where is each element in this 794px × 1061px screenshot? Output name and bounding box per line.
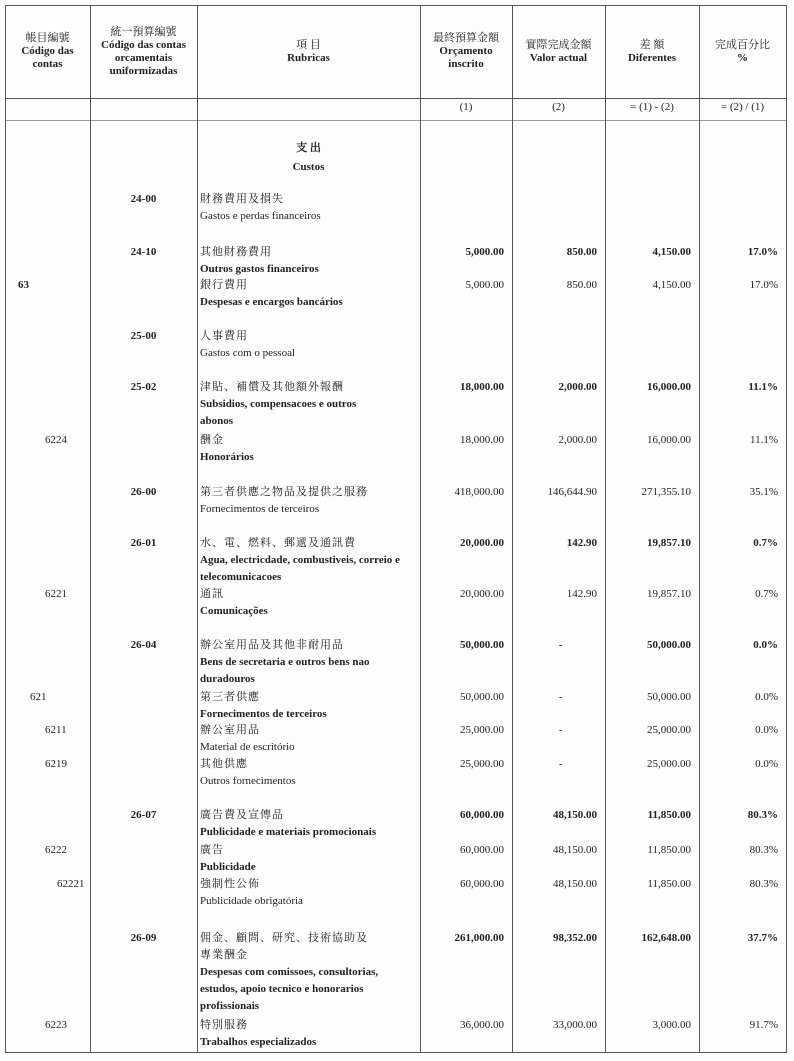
- budget-code: 26-04: [130, 639, 157, 651]
- actual-amount: 33,000.00: [553, 1019, 597, 1031]
- completion-percent: 80.3%: [749, 844, 778, 856]
- rubric-pt: Publicidade e materiais promocionais: [200, 826, 377, 838]
- actual-amount: -: [558, 724, 563, 736]
- budget-amount: 5,000.00: [465, 279, 504, 291]
- budget-code: 26-09: [130, 932, 157, 944]
- account-code: 6222: [45, 844, 67, 856]
- actual-amount: 2,000.00: [558, 381, 597, 393]
- difference-amount: 16,000.00: [647, 381, 691, 393]
- completion-percent: 0.7%: [753, 537, 778, 549]
- column-header-zh: 統一預算編號: [110, 25, 177, 38]
- rubric-zh: 特別服務: [200, 1019, 248, 1031]
- column-header-pt: Diferentes: [627, 51, 677, 64]
- column-divider: [197, 5, 198, 1053]
- actual-amount: -: [558, 758, 563, 770]
- budget-code: 25-02: [130, 381, 157, 393]
- column-number: = (1) - (2): [630, 101, 674, 113]
- difference-amount: 11,850.00: [647, 809, 691, 821]
- budget-code: 24-00: [130, 193, 157, 205]
- budget-amount: 20,000.00: [460, 588, 504, 600]
- difference-amount: 25,000.00: [647, 758, 691, 770]
- column-header: [699, 5, 786, 98]
- column-divider: [699, 5, 700, 1053]
- column-header: [90, 5, 197, 98]
- account-code: 6224: [45, 434, 67, 446]
- rubric-pt: Outros fornecimentos: [200, 775, 296, 787]
- budget-code: 26-01: [130, 537, 157, 549]
- budget-code: 26-00: [130, 486, 157, 498]
- rubric-pt: Publicidade obrigatória: [200, 895, 303, 907]
- difference-amount: 4,150.00: [652, 246, 691, 258]
- table-border-bottom: [5, 1052, 786, 1053]
- column-header-zh: 帳目編號: [25, 32, 70, 44]
- actual-amount: 146,644.90: [547, 486, 597, 498]
- budget-amount: 36,000.00: [460, 1019, 504, 1031]
- budget-amount: 60,000.00: [460, 878, 504, 890]
- column-header-pt: Orçamento inscrito: [439, 45, 493, 70]
- budget-amount: 25,000.00: [460, 758, 504, 770]
- actual-amount: 850.00: [566, 246, 597, 258]
- rubric-pt: profissionais: [200, 1000, 260, 1012]
- budget-amount: 418,000.00: [454, 486, 504, 498]
- rubric-pt: Gastos com o pessoal: [200, 347, 296, 359]
- rubric-zh: 佣金、顧問、研究、技術協助及: [200, 932, 368, 944]
- rubric-pt: Trabalhos especializados: [200, 1036, 317, 1048]
- rubric-pt: Despesas e encargos bancários: [200, 296, 343, 308]
- rubric-pt: Despesas com comissoes, consultorias,: [200, 966, 379, 978]
- difference-amount: 11,850.00: [647, 878, 691, 890]
- column-header-pt: %: [737, 51, 748, 64]
- column-divider: [90, 5, 91, 1053]
- column-divider: [605, 5, 606, 1053]
- budget-amount: 60,000.00: [460, 809, 504, 821]
- budget-code: 24-10: [130, 246, 157, 258]
- rubric-pt: Subsidios, compensacoes e outros: [200, 398, 357, 410]
- difference-amount: 4,150.00: [652, 279, 691, 291]
- difference-amount: 50,000.00: [647, 639, 691, 651]
- rubric-zh: 廣告: [200, 844, 224, 856]
- difference-amount: 11,850.00: [647, 844, 691, 856]
- account-code: 62221: [57, 878, 85, 890]
- column-header-pt: Código das contas: [21, 45, 74, 70]
- completion-percent: 11.1%: [748, 381, 778, 393]
- actual-amount: 48,150.00: [553, 809, 597, 821]
- column-header: [512, 5, 605, 98]
- completion-percent: 80.3%: [749, 878, 778, 890]
- budget-amount: 18,000.00: [460, 434, 504, 446]
- header-divider: [5, 98, 786, 99]
- rubric-pt: Bens de secretaria e outros bens nao: [200, 656, 370, 668]
- difference-amount: 271,355.10: [641, 486, 691, 498]
- budget-code: 26-07: [130, 809, 157, 821]
- rubric-pt: Agua, electricdade, combustiveis, correio e: [200, 554, 400, 566]
- difference-amount: 19,857.10: [647, 588, 691, 600]
- column-header-pt: Rubricas: [287, 51, 330, 64]
- budget-amount: 25,000.00: [460, 724, 504, 736]
- difference-amount: 25,000.00: [647, 724, 691, 736]
- account-code: 6223: [45, 1019, 67, 1031]
- rubric-pt: Material de escritório: [200, 741, 295, 753]
- difference-amount: 162,648.00: [641, 932, 691, 944]
- actual-amount: -: [558, 691, 563, 703]
- rubric-zh: 其他財務費用: [200, 246, 272, 258]
- rubric-pt: Fornecimentos de terceiros: [200, 503, 320, 515]
- column-divider: [512, 5, 513, 1053]
- rubric-pt: telecomunicacoes: [200, 571, 282, 583]
- actual-amount: -: [558, 639, 563, 651]
- column-header-zh: 差 額: [639, 38, 665, 51]
- actual-amount: 142.90: [566, 588, 597, 600]
- actual-amount: 142.90: [566, 537, 597, 549]
- column-number-divider: [5, 120, 786, 121]
- rubric-zh: 廣告費及宣傳品: [200, 809, 284, 821]
- account-code: 63: [18, 279, 29, 291]
- completion-percent: 0.0%: [753, 639, 778, 651]
- completion-percent: 91.7%: [749, 1019, 778, 1031]
- actual-amount: 48,150.00: [553, 844, 597, 856]
- column-header-zh: 項 目: [296, 38, 321, 51]
- actual-amount: 2,000.00: [558, 434, 597, 446]
- column-header-zh: 實際完成金額: [525, 38, 592, 51]
- rubric-zh: 第三者供應之物品及提供之服務: [200, 486, 368, 498]
- rubric-zh: 強制性公佈: [200, 878, 260, 890]
- rubric-zh: 其他供應: [200, 758, 248, 770]
- completion-percent: 37.7%: [747, 932, 778, 944]
- budget-amount: 261,000.00: [454, 932, 504, 944]
- completion-percent: 0.0%: [755, 691, 778, 703]
- rubric-pt: duradouros: [200, 673, 255, 685]
- rubric-zh: 專業酬金: [200, 949, 248, 961]
- column-header: [605, 5, 699, 98]
- completion-percent: 11.1%: [749, 434, 778, 446]
- rubric-pt: Comunicações: [200, 605, 268, 617]
- rubric-pt: Fornecimentos de terceiros: [200, 708, 327, 720]
- column-header-pt: Código das contas orcamentais uniformizadas: [101, 38, 186, 77]
- rubric-pt: estudos, apoio tecnico e honorarios: [200, 983, 364, 995]
- section-title-zh: 支 出: [296, 142, 321, 154]
- budget-amount: 5,000.00: [465, 246, 504, 258]
- difference-amount: 3,000.00: [652, 1019, 691, 1031]
- completion-percent: 0.7%: [755, 588, 778, 600]
- rubric-pt: Gastos e perdas financeiros: [200, 210, 321, 222]
- actual-amount: 850.00: [566, 279, 597, 291]
- column-divider: [786, 5, 787, 1053]
- difference-amount: 16,000.00: [647, 434, 691, 446]
- budget-amount: 60,000.00: [460, 844, 504, 856]
- completion-percent: 17.0%: [747, 246, 778, 258]
- rubric-zh: 辦公室用品及其他非耐用品: [200, 639, 344, 651]
- rubric-pt: Honorários: [200, 451, 254, 463]
- rubric-zh: 通訊: [200, 588, 224, 600]
- rubric-pt: Publicidade: [200, 861, 256, 873]
- column-header-pt: Valor actual: [529, 51, 588, 64]
- budget-amount: 20,000.00: [460, 537, 504, 549]
- account-code: 6221: [45, 588, 67, 600]
- section-title-pt: Custos: [292, 161, 325, 173]
- account-code: 6219: [45, 758, 67, 770]
- rubric-zh: 銀行費用: [200, 279, 248, 291]
- rubric-zh: 津貼、補償及其他額外報酬: [200, 381, 344, 393]
- column-number: = (2) / (1): [720, 101, 765, 113]
- difference-amount: 50,000.00: [647, 691, 691, 703]
- actual-amount: 48,150.00: [553, 878, 597, 890]
- column-header: [420, 5, 512, 98]
- completion-percent: 35.1%: [749, 486, 778, 498]
- rubric-zh: 人事費用: [200, 330, 248, 342]
- rubric-zh: 水、電、燃料、郵遞及通訊費: [200, 537, 356, 549]
- rubric-zh: 酬金: [200, 434, 224, 446]
- budget-amount: 18,000.00: [460, 381, 504, 393]
- actual-amount: 98,352.00: [553, 932, 597, 944]
- rubric-zh: 財務費用及損失: [200, 193, 284, 205]
- column-header-zh: 完成百分比: [715, 38, 770, 51]
- completion-percent: 0.0%: [755, 758, 778, 770]
- rubric-pt: abonos: [200, 415, 234, 427]
- rubric-zh: 第三者供應: [200, 691, 260, 703]
- column-divider: [5, 5, 6, 1053]
- budget-code: 25-00: [130, 330, 157, 342]
- column-header: [197, 5, 420, 98]
- column-number: (2): [552, 101, 565, 113]
- completion-percent: 17.0%: [749, 279, 778, 291]
- column-number: (1): [459, 101, 473, 113]
- column-header-zh: 最終預算金額: [433, 32, 499, 44]
- column-divider: [420, 5, 421, 1053]
- account-code: 6211: [45, 724, 67, 736]
- account-code: 621: [30, 691, 47, 703]
- completion-percent: 0.0%: [755, 724, 778, 736]
- rubric-pt: Outros gastos financeiros: [200, 263, 319, 275]
- completion-percent: 80.3%: [747, 809, 778, 821]
- budget-amount: 50,000.00: [460, 691, 504, 703]
- column-header: [5, 5, 90, 98]
- difference-amount: 19,857.10: [647, 537, 691, 549]
- budget-amount: 50,000.00: [460, 639, 504, 651]
- rubric-zh: 辦公室用品: [200, 724, 260, 736]
